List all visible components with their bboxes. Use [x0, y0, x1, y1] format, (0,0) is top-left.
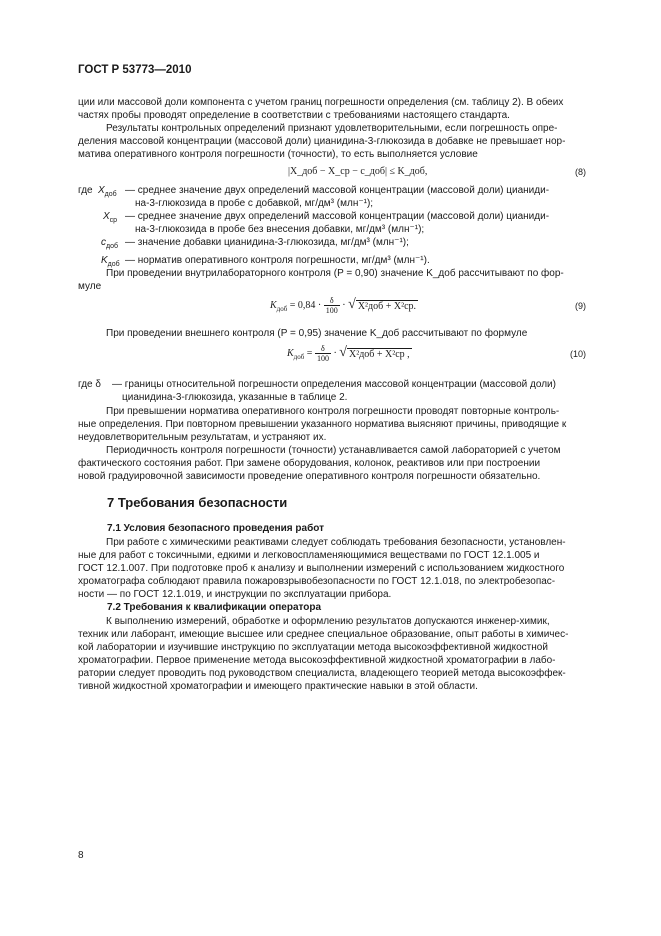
text-line: ные определения. При повторном превышении указанного норматива выясняют причины, приводящие к: [78, 419, 567, 430]
text-line: ции или массовой доли компонента с учетом границ погрешности определения (см. таблицу 2). В обеих: [78, 97, 564, 108]
text-line: При работе с химическими реактивами следует соблюдать требования безопасности, установлен-: [106, 537, 566, 548]
page-number: 8: [78, 850, 84, 861]
fraction: $\frac{\delta}{100}$: [316, 344, 329, 363]
definition-delta: [112, 378, 586, 404]
paragraph-external-control: [78, 327, 586, 340]
definition-x-sr: [125, 210, 586, 236]
symbol-c-dob: $c_{доб}$: [101, 237, 118, 250]
text-line: техник или лаборант, имеющие высшее или среднее специальное образование, опыт работы в химичес-: [78, 629, 569, 640]
text-line: При проведении внутрилабораторного контроля (P = 0,90) значение K_доб рассчитывают по фор-: [106, 268, 564, 279]
text-line: цианидина-3-глюкозида, указанные в таблице 2.: [122, 392, 348, 403]
symbol-k-dob: $K_{доб}$: [101, 255, 120, 268]
text-line: При превышении норматива оперативного контроля погрешности проводят повторные контроль-: [106, 406, 560, 417]
text-line: матива оперативного контроля погрешности (точности), то есть выполняется условие: [78, 149, 478, 160]
text-line: — среднее значение двух определений массовой концентрации (массовой доли) цианиди-: [125, 185, 550, 196]
text-line: Результаты контрольных определений признают удовлетворительными, если погрешность опре-: [106, 123, 558, 134]
text-line: деления массовой концентрации (массовой доли) цианидина-3-глюкозида в добавке не превышает нор-: [78, 136, 566, 147]
where-delta-label: где δ: [78, 379, 101, 390]
text-line: ные для работ с токсичными, едкими и легковоспламеняющимися веществами по ГОСТ 12.1.005 и: [78, 550, 540, 561]
paragraph-internal-control: [78, 267, 586, 293]
text-line: — среднее значение двух определений массовой концентрации (массовой доли) цианиди-: [125, 211, 550, 222]
text-line: К выполнению измерений, обработке и оформлению результатов допускаются инженер-химик,: [106, 616, 550, 627]
definition-k-dob: — норматив оперативного контроля погрешности, мг/дм³ (млн⁻¹).: [125, 255, 430, 266]
text-line: тивной жидкостной хроматографии и имеющего практические навыки в этой области.: [78, 681, 478, 692]
definition-x-dob: [125, 184, 586, 210]
square-root: X²доб + X²ср.: [357, 300, 417, 312]
symbol-x-sr: $X_{ср}$: [103, 211, 118, 224]
formula-10: $K_{доб}$ = $\frac{\delta}{100}$ · √ X²доб + X²ср ,: [287, 344, 410, 363]
subsection-7-2-heading: 7.2 Требования к квалификации оператора: [107, 602, 322, 613]
formula-9: $K_{доб} = 0,84$ · $\frac{\delta}{100}$ · √ X²доб + X²ср.: [270, 296, 417, 315]
symbol-x-dob: $X_{доб}$: [98, 185, 117, 198]
text-line: ГОСТ 12.1.007. При подготовке проб к анализу и выполнении измерений с использованием жидкостного: [78, 563, 565, 574]
text-line: Периодичность контроля погрешности (точности) устанавливается самой лабораторией с учетом: [106, 445, 561, 456]
paragraph-continuation: [78, 96, 586, 122]
paragraph-exceedance: [78, 405, 586, 444]
subsection-7-1-heading: 7.1 Условия безопасного проведения работ: [107, 523, 325, 534]
text-line: новой градуировочной зависимости проведение оперативного контроля погрешности обязательно.: [78, 471, 541, 482]
paragraph-periodicity: [78, 444, 586, 483]
paragraph-safety: [78, 536, 586, 601]
text-line: муле: [78, 281, 102, 292]
formula-9-number: (9): [575, 301, 586, 311]
text-line: кой лаборатории и изучившие инструкцию по эксплуатации метода высокоэффективной жидкостной: [78, 642, 548, 653]
text-line: хроматографа соблюдают правила пожаровзрывобезопасности по ГОСТ 12.1.018, по электробезопас-: [78, 576, 556, 587]
text-line: частях пробы проводят определение в соответствии с требованиями настоящего стандарта.: [78, 110, 510, 121]
square-root: X²доб + X²ср ,: [348, 348, 410, 360]
text-line: на-3-глюкозида в пробе с добавкой, мг/дм³ (млн⁻¹);: [135, 198, 374, 209]
text-line: на-3-глюкозида в пробе без внесения добавки, мг/дм³ (млн⁻¹);: [135, 224, 425, 235]
paragraph-control-results: [78, 122, 586, 161]
text-line: При проведении внешнего контроля (P = 0,95) значение K_доб рассчитывают по формуле: [106, 328, 528, 339]
text-line: фактического состояния работ. При замене оборудования, колонок, реактивов или при построении: [78, 458, 541, 469]
fraction: $\frac{\delta}{100}$: [325, 296, 338, 315]
text-line: — границы относительной погрешности определения массовой концентрации (массовой доли): [112, 379, 556, 390]
where-label: где: [78, 185, 93, 196]
text-line: неудовлетворительным результатам, и устраняют их.: [78, 432, 327, 443]
formula-8-number: (8): [575, 167, 586, 177]
text-line: хроматографии. Первое применение метода высокоэффективной жидкостной хроматографии в лабо-: [78, 655, 556, 666]
text-line: ратории следует проводить под руководством специалиста, владеющего теорией метода высокоэффек-: [78, 668, 566, 679]
document-header: ГОСТ Р 53773—2010: [78, 64, 192, 76]
paragraph-qualification: [78, 615, 586, 693]
definition-c-dob: — значение добавки цианидина-3-глюкозида, мг/дм³ (млн⁻¹);: [125, 237, 409, 248]
text-line: ности — по ГОСТ 12.1.019, и инструкции по эксплуатации прибора.: [78, 589, 392, 600]
formula-10-number: (10): [569, 349, 586, 359]
section-7-heading: 7 Требования безопасности: [107, 495, 288, 510]
formula-8: |X_доб − X_ср − c_доб| ≤ K_доб,: [288, 166, 428, 177]
